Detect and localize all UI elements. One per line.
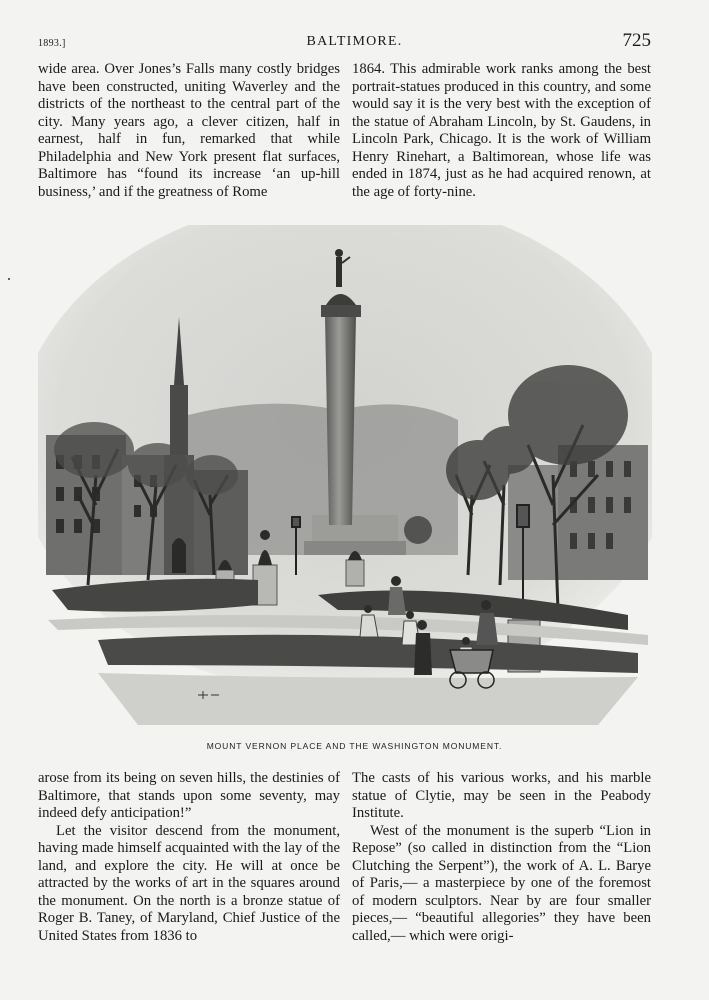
- text-column-top-right: [352, 61, 651, 201]
- figure-caption: MOUNT VERNON PLACE AND THE WASHINGTON MONUMENT.: [206, 741, 503, 751]
- running-header: [0, 30, 709, 54]
- margin-speck: [8, 278, 10, 280]
- text-column-top-left: [38, 61, 340, 201]
- illustration-mount-vernon-place: [38, 225, 652, 730]
- foreground-path: [98, 673, 638, 725]
- page-number: 725: [622, 30, 651, 51]
- paragraph: Let the visitor descend from the monument, having made himself acquainted with the lay of the land, and explore the city. He will at once be attracted by the works of art in the squares around the monument. On the north is a bronze statue of Roger B. Taney, of Maryland, Chief Justice of the United States from 1836 to: [38, 822, 340, 944]
- paragraph: wide area. Over Jones’s Falls many costly bridges have been constructed, uniting Waverley and the districts of the northeast to the central part of the city. Many years ago, a clever citizen, half in earnest, half in fun, remarked that while Philadelphia and New York present flat surfaces, Baltimore has “found its increase ‘an up-hill business,’ and if the greatness of Rome: [38, 61, 340, 200]
- header-year: 1893.]: [38, 38, 66, 49]
- paragraph: 1864. This admirable work ranks among the best portrait-statues produced in this country, and some would say it is the very best with the exception of the statue of Abraham Lincoln, by St. Gaudens, in Lincoln Park, Chicago. It is the work of William Henry Rinehart, a Baltimorean, whose life was ended in 1874, just as he had acquired renown, at the age of forty-nine.: [352, 61, 651, 200]
- text-column-bottom-right: [352, 770, 651, 945]
- paragraph: West of the monument is the superb “Lion in Repose” (so called in distinction from the “Lion Clutching the Serpent”), the work of A. L. Barye of Paris,— a masterpiece by one of the foremost of modern sculptors. Near by are four smaller pieces,— “beautiful allegories” they have been called,— which were origi-: [352, 822, 651, 944]
- header-title: BALTIMORE.: [306, 34, 403, 49]
- paragraph: The casts of his various works, and his marble statue of Clytie, may be seen in the Peabody Institute.: [352, 770, 651, 821]
- paragraph: arose from its being on seven hills, the destinies of Baltimore, that stands upon some seventy, may indeed defy anticipation!”: [38, 770, 340, 821]
- text-column-bottom-left: [38, 770, 340, 945]
